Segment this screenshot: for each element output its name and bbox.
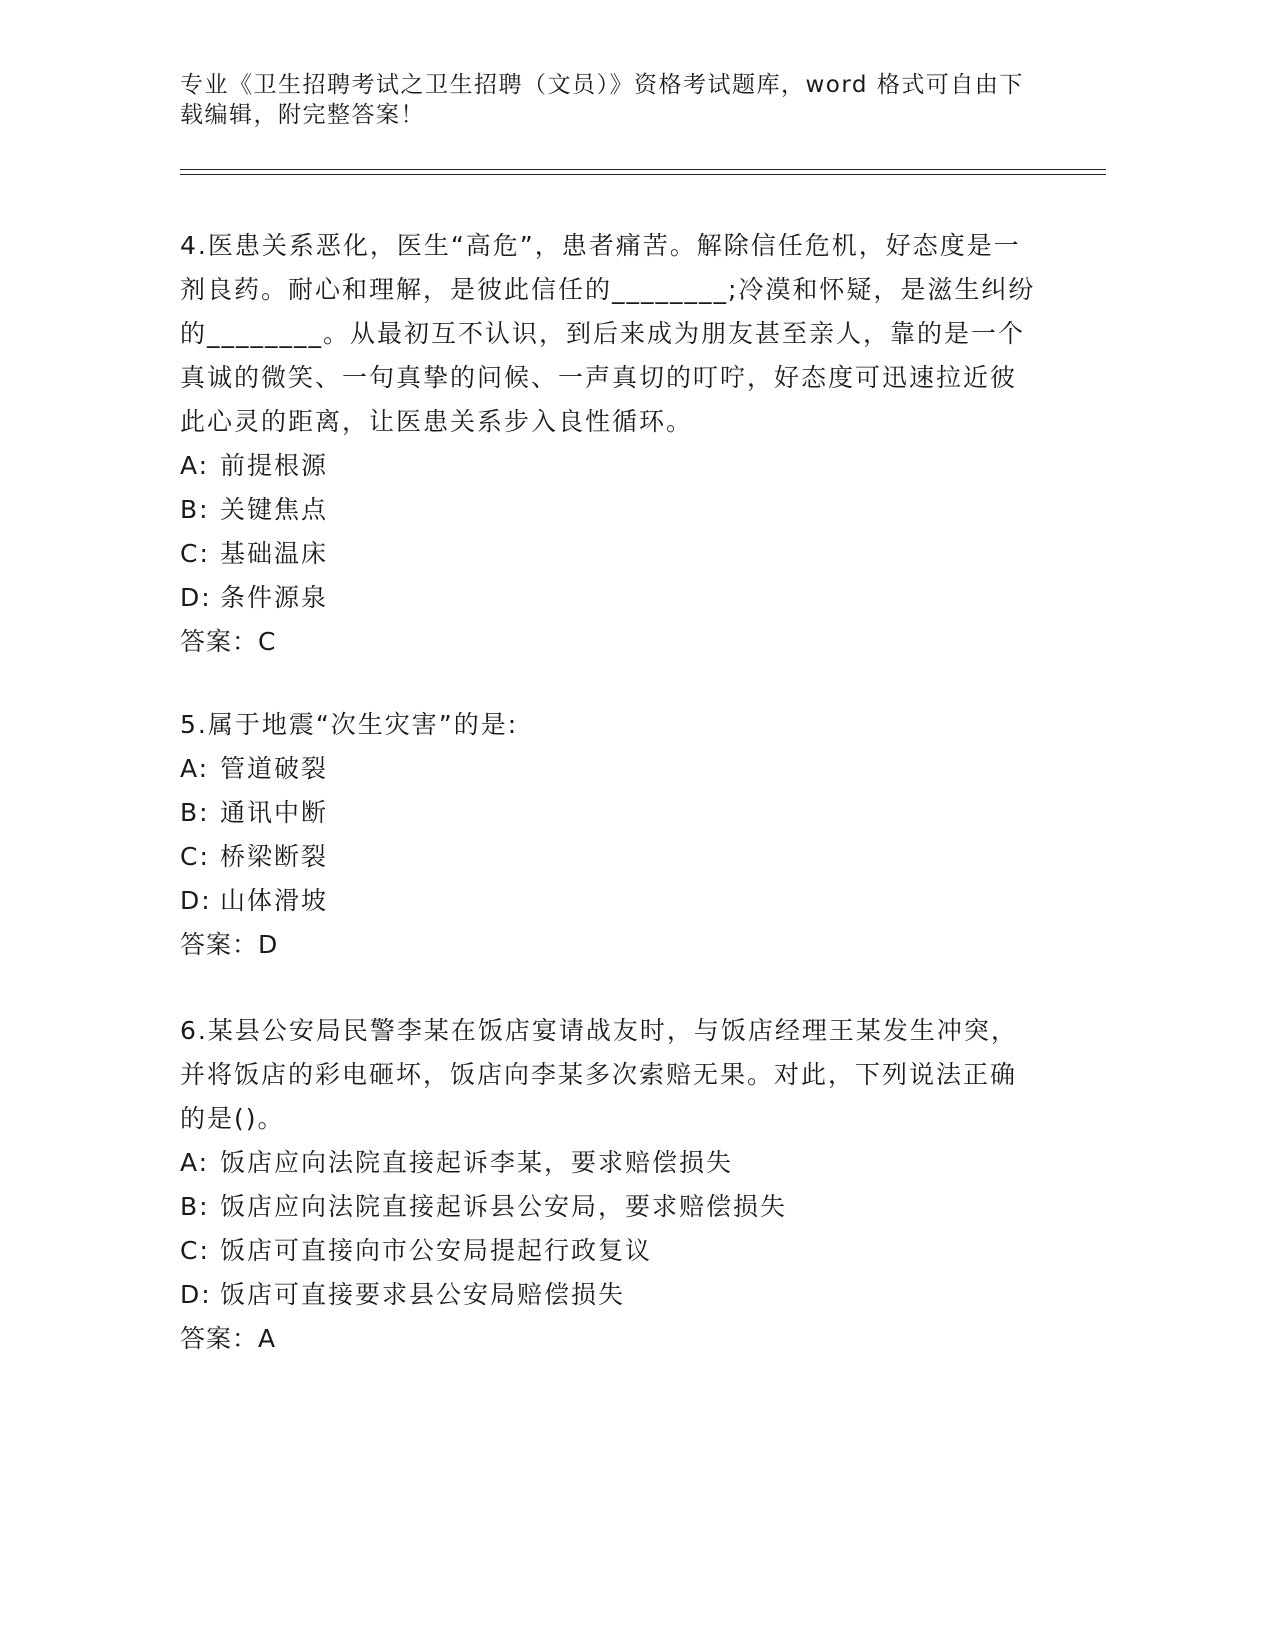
answer-value: D [258,930,280,959]
answer-line: 答案：C [180,627,278,656]
header-intro-text: 专业《卫生招聘考试之卫生招聘（文员）》资格考试题库，word 格式可自由下载编辑，附完整答案！ [180,72,1024,128]
question-5 [180,703,1040,967]
option-d: D: 饭店可直接要求县公安局赔偿损失 [180,1280,626,1309]
question-stem: 6.某县公安局民警李某在饭店宴请战友时，与饭店经理王某发生冲突，并将饭店的彩电砸坏，饭店向李某多次索赔无果。对此，下列说法正确的是()。 [180,1016,1018,1133]
option-d: D: 条件源泉 [180,583,329,612]
option-a: A: 管道破裂 [180,754,329,783]
option-d: D: 山体滑坡 [180,886,329,915]
option-b: B: 饭店应向法院直接起诉县公安局，要求赔偿损失 [180,1192,788,1221]
option-c: C: 桥梁断裂 [180,842,329,871]
question-4 [180,224,1040,664]
answer-value: A [258,1324,278,1353]
option-b: B: 关键焦点 [180,495,329,524]
option-a: A: 前提根源 [180,451,329,480]
option-c: C: 基础温床 [180,539,329,568]
answer-value: C [258,627,278,656]
answer-line: 答案：A [180,1324,278,1353]
header-divider-bottom [180,174,1106,175]
document-header [180,70,1040,130]
header-divider-top [180,169,1106,170]
question-6 [180,1009,1040,1361]
option-b: B: 通讯中断 [180,798,329,827]
question-stem: 4.医患关系恶化，医生“高危”，患者痛苦。解除信任危机，好态度是一剂良药。耐心和理解，是彼此信任的________;冷漠和怀疑，是滋生纠纷的________。从最初互不认识，到后来成为朋友甚至亲人，靠的是一个真诚的微笑、一句真挚的问候、一声真切的叮咛，好态度可迅速拉近彼此心灵的距离，让医患关系步入良性循环。 [180,231,1036,436]
option-a: A: 饭店应向法院直接起诉李某，要求赔偿损失 [180,1148,734,1177]
question-stem: 5.属于地震“次生灾害”的是: [180,710,519,739]
option-c: C: 饭店可直接向市公安局提起行政复议 [180,1236,653,1265]
answer-line: 答案：D [180,930,280,959]
